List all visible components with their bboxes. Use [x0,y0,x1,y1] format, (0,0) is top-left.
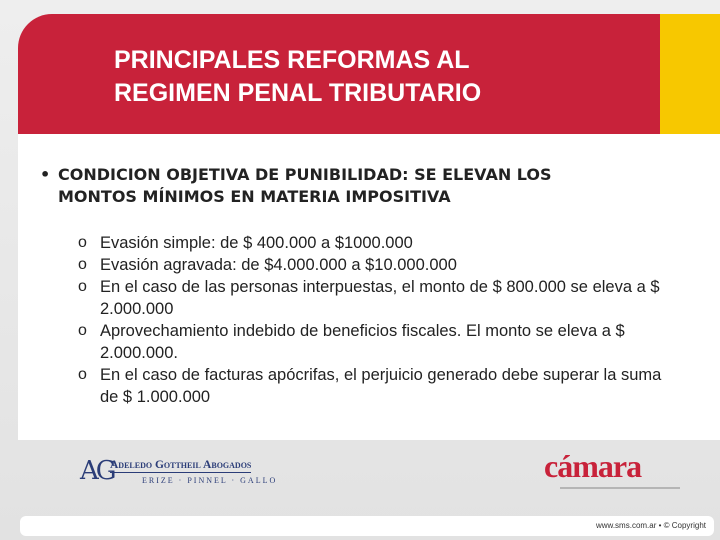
ag-firm-partners: ERIZE · PINNEL · GALLO [142,476,278,485]
circle-bullet-icon: o [78,256,87,273]
list-item [78,276,678,320]
camara-logo [544,448,704,496]
list-item [78,232,678,254]
list-item [78,254,678,276]
copyright-text: www.sms.com.ar • © Copyright [595,521,706,530]
circle-bullet-icon: o [78,322,87,339]
list-item-text: En el caso de las personas interpuestas, el monto de $ 800.000 se eleva a $ 2.000.000 [100,278,660,318]
list-item [78,320,678,364]
list-item-text: Aprovechamiento indebido de beneficios fiscales. El monto se eleva a $ 2.000.000. [100,322,625,362]
title-banner [18,14,720,134]
bullet-dot-icon: • [40,165,51,184]
list-item-text: Evasión agravada: de $4.000.000 a $10.000.000 [100,256,457,274]
footer-logos [0,440,720,510]
ag-law-firm-logo [80,456,280,492]
list-item [78,364,678,408]
footer-bar [20,516,714,536]
main-bullet-line-1: CONDICION OBJETIVA DE PUNIBILIDAD: SE ELEVAN LOS [58,165,552,184]
sub-bullet-list [78,232,678,408]
list-item-text: En el caso de facturas apócrifas, el perjuicio generado debe superar la suma de $ 1.000.000 [100,366,662,406]
slide-title-line-2: REGIMEN PENAL TRIBUTARIO [114,79,482,107]
ag-firm-name: Adeledo Gottheil Abogados [110,459,252,471]
circle-bullet-icon: o [78,366,87,383]
slide-title-line-1: PRINCIPALES REFORMAS AL [114,46,470,74]
list-item-text: Evasión simple: de $ 400.000 a $1000.000 [100,234,413,252]
ag-monogram: AG [80,456,114,486]
camara-tagline-icon [560,486,680,490]
main-bullet-line-2: MONTOS MÍNIMOS EN MATERIA IMPOSITIVA [58,187,451,206]
slide-title [114,44,674,110]
camara-wordmark: cámara [544,448,642,484]
main-bullet [40,164,698,208]
circle-bullet-icon: o [78,278,87,295]
circle-bullet-icon: o [78,234,87,251]
content-panel [18,134,720,440]
